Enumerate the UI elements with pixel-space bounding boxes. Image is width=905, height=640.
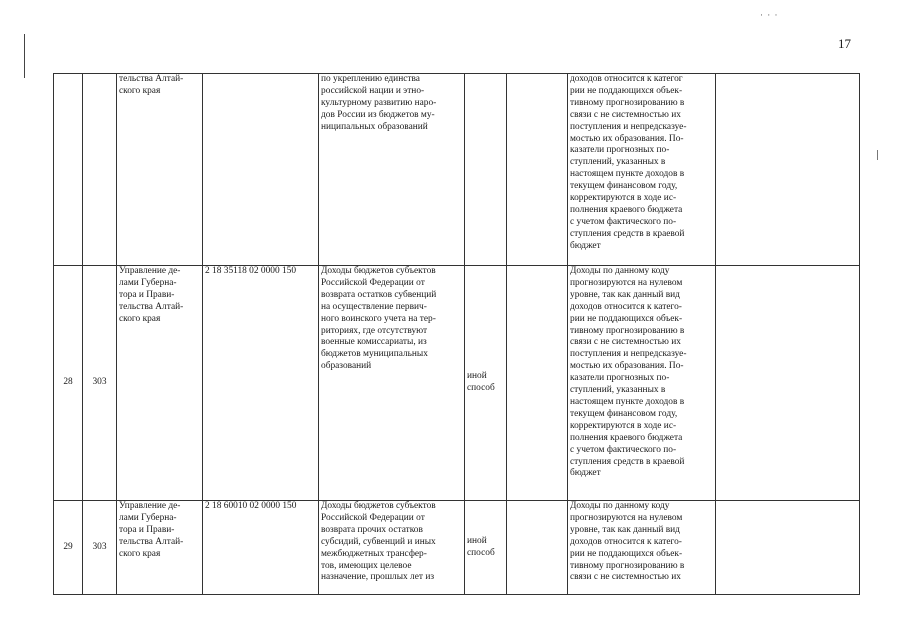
empty-cell bbox=[716, 266, 860, 501]
cell-line: мостью их образования. По- bbox=[570, 361, 684, 372]
empty-cell bbox=[507, 501, 568, 595]
cell-line: возврата остатков субвенций bbox=[321, 289, 437, 300]
note-cell bbox=[568, 74, 716, 266]
cell-line: мостью их образования. По- bbox=[570, 133, 684, 144]
cell-line: доходов относится к катего- bbox=[570, 536, 682, 547]
kbk-code-cell: 2 18 60010 02 0000 150 bbox=[203, 501, 319, 595]
cell-line: ского края bbox=[119, 85, 161, 96]
cell-line: с учетом фактического по- bbox=[570, 216, 677, 227]
cell-line: иной bbox=[467, 371, 487, 382]
cell-line: Доходы по данному коду bbox=[570, 501, 670, 511]
note-cell bbox=[568, 501, 716, 595]
cell-line: Доходы бюджетов субъектов bbox=[321, 501, 436, 511]
cell-line: связи с не системностью их bbox=[570, 109, 681, 120]
cell-line: Управление де- bbox=[119, 501, 181, 511]
cell-line: уровне, так как данный вид bbox=[570, 524, 680, 535]
admin-code-cell: 303 bbox=[83, 266, 117, 501]
cell-line: уровне, так как данный вид bbox=[570, 289, 680, 300]
cell-line: иной bbox=[467, 535, 487, 546]
cell-line: назначение, прошлых лет из bbox=[321, 572, 435, 583]
administrator-cell bbox=[117, 501, 203, 595]
note-cell bbox=[568, 266, 716, 501]
cell-line: рии не поддающихся объек- bbox=[570, 548, 683, 559]
cell-line: ского края bbox=[119, 548, 161, 559]
cell-line: ступления средств в краевой bbox=[570, 456, 685, 467]
administrator-cell bbox=[117, 266, 203, 501]
scan-artifact-dots: · · · bbox=[760, 10, 779, 20]
cell-line: с учетом фактического по- bbox=[570, 444, 677, 455]
page-number: 17 bbox=[838, 36, 851, 51]
cell-line: Российской Федерации от bbox=[321, 512, 425, 523]
cell-line: доходов относится к категог bbox=[570, 74, 683, 84]
cell-line: настоящем пункте доходов в bbox=[570, 169, 685, 180]
cell-line: тивному прогнозированию в bbox=[570, 97, 685, 108]
cell-line: ступлений, указанных в bbox=[570, 157, 666, 168]
cell-line: по укреплению единства bbox=[321, 74, 420, 84]
cell-line: военные комиссариаты, из bbox=[321, 337, 427, 348]
cell-line: риториях, где отсутствуют bbox=[321, 325, 428, 336]
cell-line: ступлений, указанных в bbox=[570, 385, 666, 396]
cell-line: тора и Прави- bbox=[119, 524, 175, 535]
cell-line: межбюджетных трансфер- bbox=[321, 548, 427, 559]
row-number-cell: 28 bbox=[54, 266, 83, 501]
method-cell bbox=[465, 501, 507, 595]
cell-line: тельства Алтай- bbox=[119, 74, 184, 84]
empty-cell bbox=[507, 74, 568, 266]
margin-mark bbox=[24, 34, 25, 78]
method-cell bbox=[465, 74, 507, 266]
cell-line: текущем финансовом году, bbox=[570, 408, 678, 419]
row-number-cell: 29 bbox=[54, 501, 83, 595]
cell-line: доходов относится к катего- bbox=[570, 301, 682, 312]
method-cell bbox=[465, 266, 507, 501]
admin-code-cell bbox=[83, 74, 117, 266]
cell-line: субсидий, субвенций и иных bbox=[321, 536, 436, 547]
revenue-name-cell bbox=[319, 266, 465, 501]
cell-line: ниципальных образований bbox=[321, 121, 428, 132]
cell-line: настоящем пункте доходов в bbox=[570, 396, 685, 407]
empty-cell bbox=[716, 74, 860, 266]
cell-line: тельства Алтай- bbox=[119, 536, 184, 547]
cell-line: Российской Федерации от bbox=[321, 277, 425, 288]
cell-line: Управление де- bbox=[119, 266, 181, 276]
cell-line: ского края bbox=[119, 313, 161, 324]
cell-line: тивному прогнозированию в bbox=[570, 560, 685, 571]
revenue-name-cell bbox=[319, 74, 465, 266]
cell-line: образований bbox=[321, 361, 372, 372]
cell-line: поступления и непредсказуе- bbox=[570, 121, 687, 132]
scan-speck bbox=[877, 150, 878, 160]
cell-line: корректируются в ходе ис- bbox=[570, 193, 677, 204]
table-row bbox=[54, 501, 860, 595]
cell-line: способ bbox=[467, 547, 495, 558]
cell-line: лами Губерна- bbox=[119, 277, 177, 288]
cell-line: возврата прочих остатков bbox=[321, 524, 423, 535]
cell-line: тов, имеющих целевое bbox=[321, 560, 412, 571]
cell-line: тора и Прави- bbox=[119, 289, 175, 300]
cell-line: полнения краевого бюджета bbox=[570, 432, 683, 443]
kbk-code-cell bbox=[203, 74, 319, 266]
cell-line: дов России из бюджетов му- bbox=[321, 109, 435, 120]
cell-line: связи с не системностью их bbox=[570, 572, 681, 583]
cell-line: прогнозируются на нулевом bbox=[570, 277, 683, 288]
cell-line: лами Губерна- bbox=[119, 512, 177, 523]
empty-cell bbox=[507, 266, 568, 501]
cell-line: связи с не системностью их bbox=[570, 337, 681, 348]
cell-line: Доходы бюджетов субъектов bbox=[321, 266, 436, 276]
cell-line: прогнозируются на нулевом bbox=[570, 512, 683, 523]
cell-line: казатели прогнозных по- bbox=[570, 145, 670, 156]
empty-cell bbox=[716, 501, 860, 595]
table-row bbox=[54, 74, 860, 266]
cell-line: на осуществление первич- bbox=[321, 301, 427, 312]
revenue-table bbox=[53, 73, 860, 595]
cell-line: рии не поддающихся объек- bbox=[570, 85, 683, 96]
table-row bbox=[54, 266, 860, 501]
cell-line: тивному прогнозированию в bbox=[570, 325, 685, 336]
kbk-code-cell: 2 18 35118 02 0000 150 bbox=[203, 266, 319, 501]
cell-line: казатели прогнозных по- bbox=[570, 373, 670, 384]
cell-line: ного воинского учета на тер- bbox=[321, 313, 436, 324]
cell-line: полнения краевого бюджета bbox=[570, 204, 683, 215]
cell-line: тельства Алтай- bbox=[119, 301, 184, 312]
cell-line: поступления и непредсказуе- bbox=[570, 349, 687, 360]
revenue-name-cell bbox=[319, 501, 465, 595]
admin-code-cell: 303 bbox=[83, 501, 117, 595]
cell-line: Доходы по данному коду bbox=[570, 266, 670, 276]
administrator-cell bbox=[117, 74, 203, 266]
cell-line: ступления средств в краевой bbox=[570, 228, 685, 239]
cell-line: рии не поддающихся объек- bbox=[570, 313, 683, 324]
cell-line: бюджетов муниципальных bbox=[321, 349, 428, 360]
cell-line: способ bbox=[467, 383, 495, 393]
cell-line: бюджет bbox=[570, 240, 601, 251]
cell-line: корректируются в ходе ис- bbox=[570, 420, 677, 431]
cell-line: культурному развитию наро- bbox=[321, 97, 437, 108]
cell-line: текущем финансовом году, bbox=[570, 181, 678, 192]
row-number-cell bbox=[54, 74, 83, 266]
cell-line: бюджет bbox=[570, 468, 601, 479]
cell-line: российской нации и этно- bbox=[321, 85, 425, 96]
